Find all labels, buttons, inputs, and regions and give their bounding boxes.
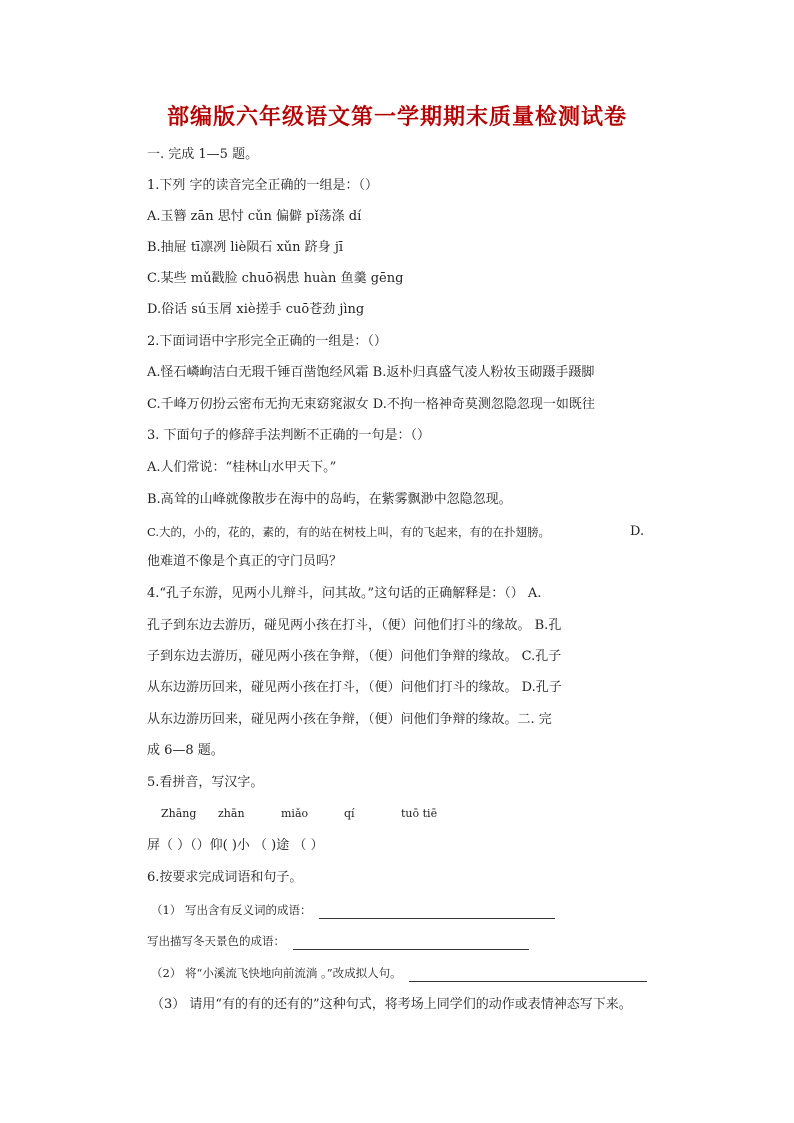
question-6-part-1b-text: 写出描写冬天景色的成语： (147, 934, 285, 948)
question-5-answer-line: 屏（ ）（）仰( )小 （ )途 （ ） (147, 838, 324, 853)
question-1-option-d: D.俗话 sú玉屑 xiè搓手 cuō苍劲 jìng (147, 302, 365, 317)
answer-blank[interactable] (293, 935, 529, 950)
pinyin-label: zhān (218, 807, 245, 820)
question-3-option-b: B.高耸的山峰就像散步在海中的岛屿，在紫雾飘渺中忽隐忽现。 (147, 492, 512, 507)
question-2-stem: 2.下面词语中字形完全正确的一组是：（） (147, 334, 387, 349)
question-6-part-3: （3） 请用“有的有的还有的”这种句式，将考场上同学们的动作或表情神态写下来。 (151, 997, 632, 1012)
pinyin-label: tuō tiē (401, 807, 438, 820)
question-4-line: 4.“孔子东游，见两小儿辩斗，问其故。”这句话的正确解释是：（） A. (147, 586, 542, 601)
answer-blank[interactable] (319, 904, 555, 919)
section-1-heading: 一. 完成 1—5 题。 (147, 147, 259, 162)
question-1-option-b: B.抽屉 tī凛冽 liè陨石 xǔn 跻身 jī (147, 240, 344, 255)
question-3-option-a: A.人们常说：“桂林山水甲天下。” (147, 460, 337, 475)
question-4-line: 孔子到东边去游历，碰见两小孩在打斗，（便）问他们打斗的缘故。 B.孔 (147, 618, 562, 633)
question-5-stem: 5.看拼音，写汉字。 (147, 775, 264, 790)
question-1-option-c: C.某些 mǔ戳脸 chuō祸患 huàn 鱼羹 gēng (147, 271, 404, 286)
pinyin-label: Zhāng (161, 807, 197, 820)
question-4-line: 从东边游历回来，碰见两小孩在争辩，（便）问他们争辩的缘故。二. 完 (147, 712, 552, 727)
question-6-stem: 6.按要求完成词语和句子。 (147, 870, 303, 885)
question-2-options-ab: A.怪石嶙峋洁白无瑕千锤百凿饱经风霜 B.返朴归真盛气凌人粉妆玉砌蹑手蹑脚 (147, 365, 595, 380)
question-6-part-2 (151, 964, 647, 982)
question-4-line: 从东边游历回来，碰见两小孩在打斗，（便）问他们打斗的缘故。 D.孔子 (147, 680, 562, 695)
question-6-part-2-text: （2） 将“小溪流飞快地向前流淌 。”改成拟人句。 (151, 966, 402, 980)
answer-blank[interactable] (409, 967, 647, 982)
pinyin-label: qí (344, 807, 355, 820)
question-6-part-1 (151, 901, 555, 919)
question-3-option-d-label: D. (630, 524, 645, 539)
question-6-part-1b (147, 932, 529, 950)
question-3-option-d: 他难道不像是个真正的守门员吗？ (147, 554, 343, 569)
page-title: 部编版六年级语文第一学期期末质量检测试卷 (166, 104, 627, 130)
question-4-line: 子到东边去游历，碰见两小孩在争辩，（便）问他们争辩的缘故。 C.孔子 (147, 649, 562, 664)
question-3-stem: 3. 下面句子的修辞手法判断不正确的一句是：（） (147, 428, 431, 443)
question-6-part-1-text: （1） 写出含有反义词的成语： (151, 903, 312, 917)
pinyin-label: miǎo (281, 807, 309, 820)
section-2-heading: 成 6—8 题。 (147, 743, 224, 758)
question-1-option-a: A.玉簪 zān 思忖 cǔn 偏僻 pǐ荡涤 dí (147, 209, 362, 224)
question-2-options-cd: C.千峰万仞扮云密布无拘无束窈窕淑女 D.不拘一格神奇莫测忽隐忽现一如既往 (147, 397, 595, 412)
question-1-stem: 1.下列 字的读音完全正确的一组是：（） (147, 178, 379, 193)
question-3-option-c: C.大的，小的，花的，素的，有的站在树枝上叫，有的飞起来，有的在扑翅膀。 (147, 525, 551, 539)
